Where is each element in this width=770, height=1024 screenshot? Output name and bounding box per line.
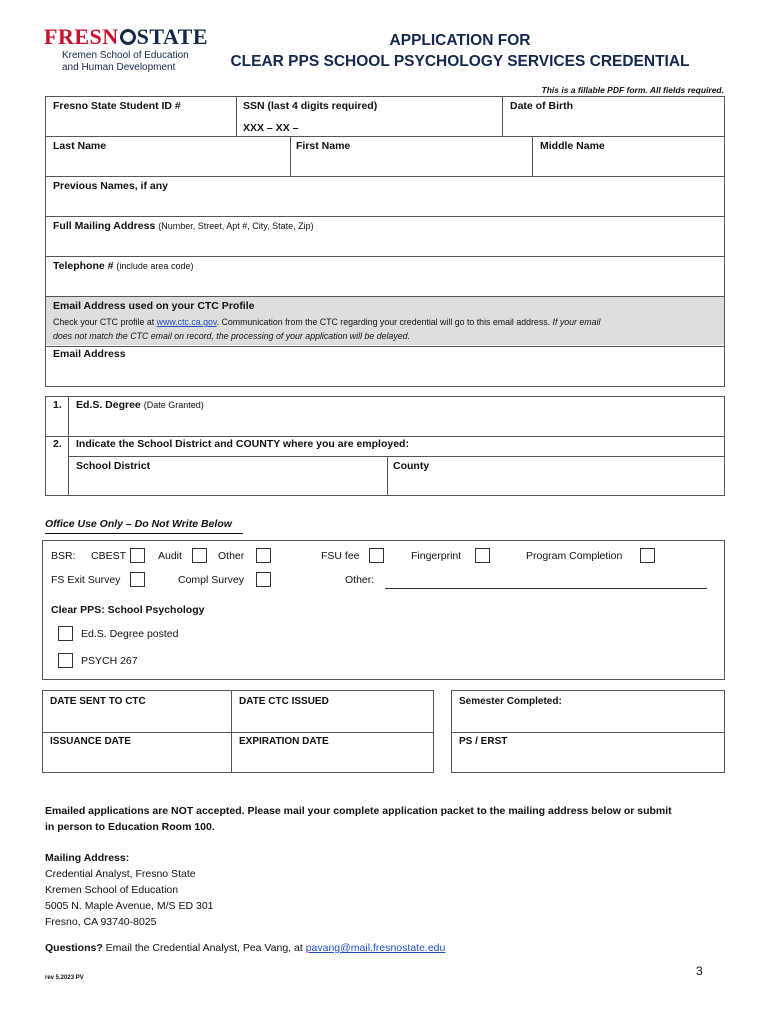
fsu-fee-label: FSU fee	[321, 550, 360, 562]
compl-survey-label: Compl Survey	[178, 574, 244, 586]
item-number-1: 1.	[53, 399, 62, 411]
logo-fresno-text: FRESN	[44, 24, 119, 49]
fillable-note: This is a fillable PDF form. All fields required.	[541, 85, 724, 95]
email-warning2: does not match the CTC email on record, the processing of your application will be delayed.	[53, 331, 410, 341]
mailing-label: Mailing Address:	[45, 852, 130, 864]
logo-sub1: Kremen School of Education	[62, 50, 189, 61]
audit-label: Audit	[158, 550, 182, 562]
county-field[interactable]: County	[393, 460, 430, 472]
logo-sub2: and Human Development	[62, 62, 176, 73]
student-id-field[interactable]: Fresno State Student ID #	[53, 100, 181, 112]
address-hint: (Number, Street, Apt #, City, State, Zip)	[158, 221, 314, 231]
page-title	[225, 30, 695, 72]
mailing-address-field[interactable]	[53, 220, 314, 232]
email-warning1: If your email	[552, 317, 601, 327]
clear-pps-heading: Clear PPS: School Psychology	[51, 604, 205, 616]
fs-exit-survey-label: FS Exit Survey	[51, 574, 121, 586]
ssn-field[interactable]: SSN (last 4 digits required)	[243, 100, 378, 112]
item-number-2: 2.	[53, 438, 62, 450]
other-label: Other	[218, 550, 245, 562]
fs-exit-survey-checkbox[interactable]	[130, 572, 145, 587]
logo-subtitle	[62, 50, 208, 74]
date-sent-field[interactable]: DATE SENT TO CTC	[50, 696, 146, 707]
logo-wordmark	[44, 24, 208, 50]
fingerprint-checkbox[interactable]	[475, 548, 490, 563]
eds-posted-label: Ed.S. Degree posted	[81, 628, 179, 640]
analyst-email-link[interactable]: pavang@mail.fresnostate.edu	[305, 942, 446, 954]
audit-checkbox[interactable]	[192, 548, 207, 563]
first-name-field[interactable]: First Name	[296, 140, 351, 152]
program-completion-label: Program Completion	[526, 550, 623, 562]
date-of-birth-field[interactable]: Date of Birth	[510, 100, 573, 112]
eds-posted-checkbox[interactable]	[58, 626, 73, 641]
bsr-label: BSR:	[51, 550, 76, 562]
other-checkbox[interactable]	[256, 548, 271, 563]
mail-notice	[45, 803, 672, 835]
ps-erst-field[interactable]: PS / ERST	[459, 736, 508, 747]
middle-name-field[interactable]: Middle Name	[540, 140, 605, 152]
eds-degree-hint: (Date Granted)	[143, 400, 204, 410]
date-issued-field[interactable]: DATE CTC ISSUED	[239, 696, 329, 707]
address-line3: 5005 N. Maple Avenue, M/S ED 301	[45, 900, 214, 912]
expiration-date-field[interactable]: EXPIRATION DATE	[239, 736, 329, 747]
compl-survey-checkbox[interactable]	[256, 572, 271, 587]
mail-notice-line1: Emailed applications are NOT accepted. Please mail your complete application packet to the mailing address below or submit	[45, 805, 672, 817]
telephone-field[interactable]	[53, 260, 193, 272]
school-district-field[interactable]: School District	[76, 460, 151, 472]
phone-label: Telephone #	[53, 260, 114, 272]
address-line1: Credential Analyst, Fresno State	[45, 868, 196, 880]
employment-question: Indicate the School District and COUNTY where you are employed:	[76, 438, 409, 450]
logo-state-text: STATE	[136, 24, 209, 49]
address-line2: Kremen School of Education	[45, 884, 179, 896]
title-line2: CLEAR PPS SCHOOL PSYCHOLOGY SERVICES CREDENTIAL	[230, 53, 690, 70]
logo	[44, 24, 208, 74]
psych-267-label: PSYCH 267	[81, 655, 138, 667]
paw-icon	[120, 29, 136, 45]
questions-label: Questions?	[45, 942, 103, 954]
email-section-title: Email Address used on your CTC Profile	[53, 300, 255, 312]
eds-degree-field[interactable]	[76, 399, 204, 411]
ssn-format: XXX – XX –	[243, 122, 299, 134]
cbest-checkbox[interactable]	[130, 548, 145, 563]
fingerprint-label: Fingerprint	[411, 550, 462, 562]
psych-267-checkbox[interactable]	[58, 653, 73, 668]
email-instruction	[53, 317, 600, 327]
office-use-title: Office Use Only – Do Not Write Below	[45, 518, 232, 530]
mailing-address	[45, 850, 214, 930]
fsu-fee-checkbox[interactable]	[369, 548, 384, 563]
revision-note: rev 5.2023 PV	[45, 975, 84, 981]
email-check-text: Check your CTC profile at	[53, 317, 157, 327]
semester-completed-field[interactable]: Semester Completed:	[459, 696, 562, 707]
phone-hint: (include area code)	[116, 261, 194, 271]
email-address-field[interactable]: Email Address	[53, 348, 126, 360]
mail-notice-line2: in person to Education Room 100.	[45, 821, 215, 833]
other-field-line[interactable]	[385, 588, 707, 589]
email-check-text2: . Communication from the CTC regarding your credential will go to this email address.	[216, 317, 553, 327]
last-name-field[interactable]: Last Name	[53, 140, 107, 152]
eds-degree-label: Ed.S. Degree	[76, 399, 141, 411]
questions-text: Email the Credential Analyst, Pea Vang, at	[102, 942, 306, 954]
previous-names-field[interactable]: Previous Names, if any	[53, 180, 168, 192]
questions-line	[45, 940, 445, 956]
cbest-label: CBEST	[91, 550, 127, 562]
other-field-label: Other:	[345, 574, 375, 586]
issuance-date-field[interactable]: ISSUANCE DATE	[50, 736, 131, 747]
title-line1: APPLICATION FOR	[389, 32, 531, 49]
address-label: Full Mailing Address	[53, 220, 156, 232]
page-number: 3	[696, 964, 703, 978]
ctc-link[interactable]: www.ctc.ca.gov	[156, 317, 217, 327]
program-completion-checkbox[interactable]	[640, 548, 655, 563]
address-line4: Fresno, CA 93740-8025	[45, 916, 157, 928]
